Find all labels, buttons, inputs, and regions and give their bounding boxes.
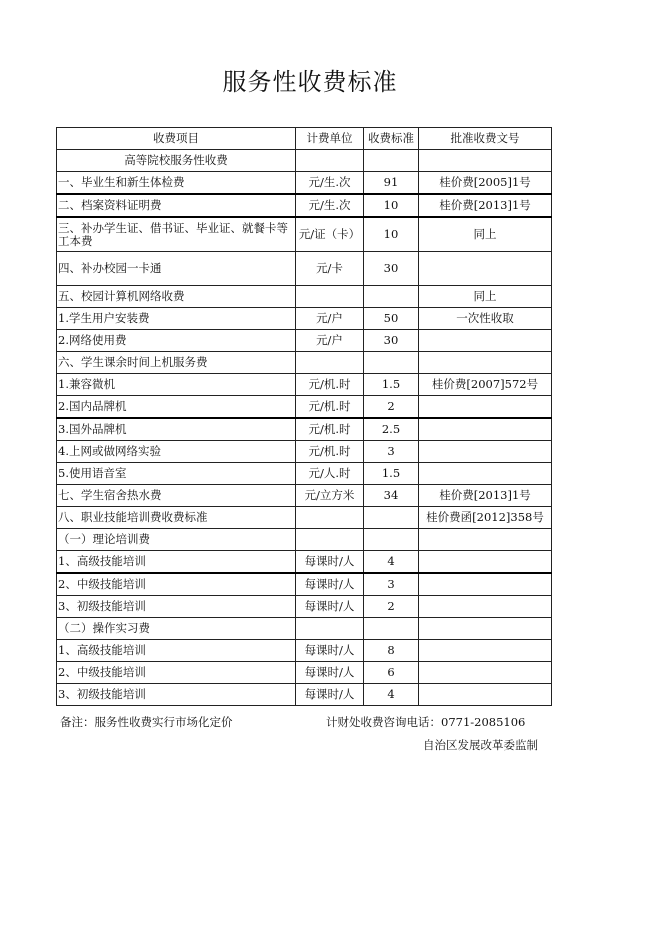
cell-item: 2、中级技能培训 [57, 573, 296, 596]
cell-doc [419, 441, 552, 463]
cell-fee: 8 [364, 640, 419, 662]
cell-fee: 4 [364, 684, 419, 706]
table-row [57, 573, 552, 596]
cell-unit: 元/生.次 [296, 194, 364, 217]
cell-doc: 同上 [419, 217, 552, 252]
cell-doc [419, 418, 552, 441]
table-row [57, 485, 552, 507]
cell-item: 3.国外品牌机 [57, 418, 296, 441]
cell-fee: 10 [364, 217, 419, 252]
cell-doc [419, 618, 552, 640]
cell-item: （一）理论培训费 [57, 529, 296, 551]
table-row [57, 286, 552, 308]
cell-doc [419, 684, 552, 706]
table-row [57, 217, 552, 252]
table-row [57, 684, 552, 706]
cell-fee: 6 [364, 662, 419, 684]
cell-fee: 50 [364, 308, 419, 330]
cell-doc [419, 529, 552, 551]
cell-unit: 每课时/人 [296, 684, 364, 706]
table-row [57, 529, 552, 551]
cell-fee [364, 618, 419, 640]
header-fee: 收费标准 [364, 128, 419, 150]
cell-item: 1、高级技能培训 [57, 551, 296, 574]
cell-unit: 元/证（卡） [296, 217, 364, 252]
table-row [57, 596, 552, 618]
cell-item: 3、初级技能培训 [57, 596, 296, 618]
table-row [57, 441, 552, 463]
page-title: 服务性收费标准 [222, 68, 398, 96]
cell-fee: 10 [364, 194, 419, 217]
cell-item: 2、中级技能培训 [57, 662, 296, 684]
cell-unit: 元/机.时 [296, 396, 364, 419]
cell-unit: 元/卡 [296, 252, 364, 286]
cell-unit: 元/机.时 [296, 374, 364, 396]
cell-item: （二）操作实习费 [57, 618, 296, 640]
cell-doc [419, 573, 552, 596]
table-row [57, 463, 552, 485]
cell-fee [364, 352, 419, 374]
header-item: 收费项目 [57, 128, 296, 150]
cell-doc [419, 352, 552, 374]
cell-unit [296, 618, 364, 640]
cell-unit [296, 529, 364, 551]
cell-item: 2.国内品牌机 [57, 396, 296, 419]
table-row [57, 352, 552, 374]
cell-fee: 4 [364, 551, 419, 574]
cell-item: 二、档案资料证明费 [57, 194, 296, 217]
cell-unit: 元/立方米 [296, 485, 364, 507]
cell-unit: 每课时/人 [296, 662, 364, 684]
cell-fee: 91 [364, 172, 419, 195]
table-row [57, 662, 552, 684]
remark-note: 备注：服务性收费实行市场化定价 [60, 715, 233, 729]
cell-fee: 30 [364, 330, 419, 352]
cell-item: 2.网络使用费 [57, 330, 296, 352]
cell-fee: 34 [364, 485, 419, 507]
table-row [57, 507, 552, 529]
cell-doc [419, 150, 552, 172]
cell-unit: 元/人.时 [296, 463, 364, 485]
fee-table [56, 127, 552, 706]
cell-doc: 桂价费[2013]1号 [419, 194, 552, 217]
table-row [57, 150, 552, 172]
table-row [57, 330, 552, 352]
cell-doc: 桂价费[2007]572号 [419, 374, 552, 396]
cell-doc [419, 463, 552, 485]
cell-unit: 元/生.次 [296, 172, 364, 195]
cell-unit [296, 352, 364, 374]
cell-item: 一、毕业生和新生体检费 [57, 172, 296, 195]
cell-fee [364, 529, 419, 551]
cell-doc: 同上 [419, 286, 552, 308]
cell-item: 4.上网或做网络实验 [57, 441, 296, 463]
cell-unit [296, 507, 364, 529]
cell-fee: 2 [364, 596, 419, 618]
table-row [57, 172, 552, 195]
cell-item: 五、校园计算机网络收费 [57, 286, 296, 308]
cell-fee [364, 286, 419, 308]
cell-fee: 2 [364, 396, 419, 419]
phone-note: 计财处收费咨询电话：0771-2085106 [326, 715, 526, 729]
table-row [57, 308, 552, 330]
cell-item: 六、学生课余时间上机服务费 [57, 352, 296, 374]
cell-item: 5.使用语音室 [57, 463, 296, 485]
cell-unit: 每课时/人 [296, 596, 364, 618]
cell-unit: 每课时/人 [296, 573, 364, 596]
cell-doc [419, 596, 552, 618]
cell-item: 八、职业技能培训费收费标准 [57, 507, 296, 529]
cell-item: 三、补办学生证、借书证、毕业证、就餐卡等工本费 [57, 217, 296, 252]
cell-fee: 2.5 [364, 418, 419, 441]
table-row [57, 374, 552, 396]
table-row [57, 252, 552, 286]
cell-doc [419, 252, 552, 286]
supervisor-note: 自治区发展改革委监制 [423, 738, 538, 752]
cell-item: 3、初级技能培训 [57, 684, 296, 706]
table-row [57, 618, 552, 640]
cell-item: 七、学生宿舍热水费 [57, 485, 296, 507]
cell-fee: 30 [364, 252, 419, 286]
cell-unit: 每课时/人 [296, 640, 364, 662]
cell-item: 高等院校服务性收费 [57, 150, 296, 172]
cell-doc [419, 330, 552, 352]
cell-item: 1.兼容微机 [57, 374, 296, 396]
cell-doc: 桂价费[2005]1号 [419, 172, 552, 195]
cell-doc [419, 396, 552, 419]
table-row [57, 194, 552, 217]
cell-fee [364, 150, 419, 172]
cell-unit [296, 286, 364, 308]
table-body [57, 150, 552, 706]
cell-fee [364, 507, 419, 529]
cell-unit: 元/户 [296, 330, 364, 352]
table-row [57, 396, 552, 419]
cell-unit: 元/机.时 [296, 418, 364, 441]
cell-unit: 每课时/人 [296, 551, 364, 574]
cell-doc [419, 662, 552, 684]
cell-doc: 桂价费函[2012]358号 [419, 507, 552, 529]
header-doc: 批准收费文号 [419, 128, 552, 150]
cell-unit: 元/户 [296, 308, 364, 330]
cell-item: 1、高级技能培训 [57, 640, 296, 662]
cell-fee: 3 [364, 441, 419, 463]
table-row [57, 551, 552, 574]
cell-unit: 元/机.时 [296, 441, 364, 463]
cell-fee: 1.5 [364, 374, 419, 396]
cell-fee: 3 [364, 573, 419, 596]
header-unit: 计费单位 [296, 128, 364, 150]
table-header-row [57, 128, 552, 150]
cell-doc [419, 551, 552, 574]
cell-doc [419, 640, 552, 662]
table-row [57, 640, 552, 662]
cell-doc: 一次性收取 [419, 308, 552, 330]
cell-item: 四、补办校园一卡通 [57, 252, 296, 286]
cell-doc: 桂价费[2013]1号 [419, 485, 552, 507]
table-row [57, 418, 552, 441]
cell-item: 1.学生用户安装费 [57, 308, 296, 330]
cell-fee: 1.5 [364, 463, 419, 485]
cell-unit [296, 150, 364, 172]
